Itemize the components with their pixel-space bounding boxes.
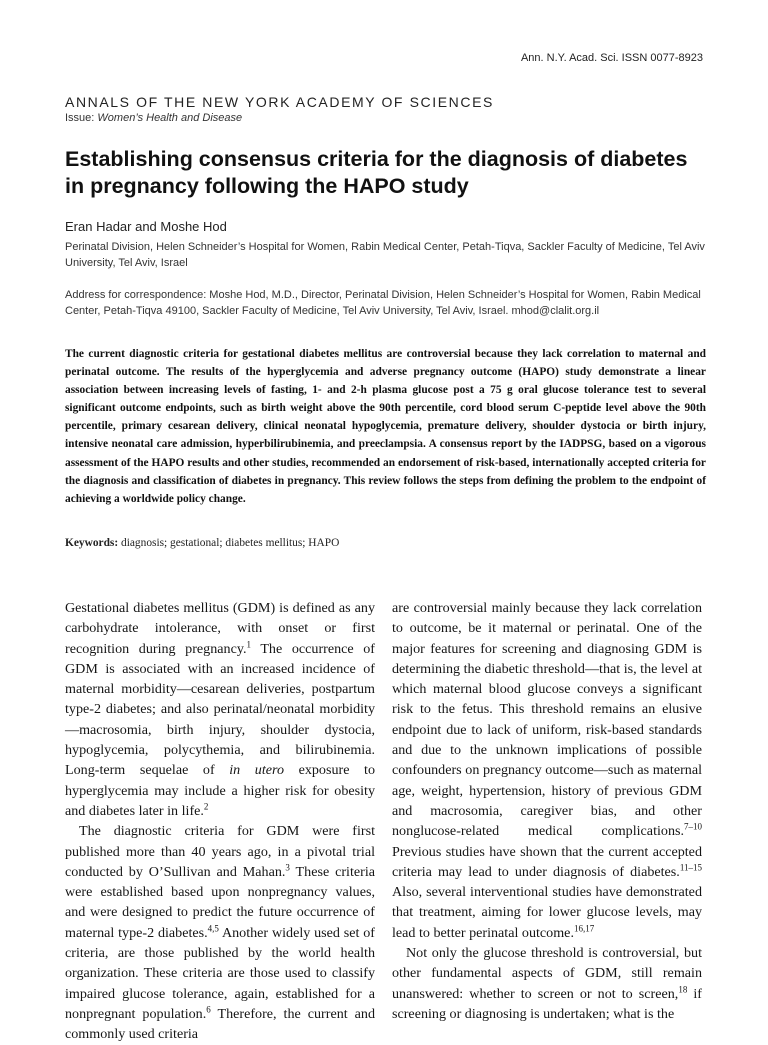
keywords (65, 537, 705, 549)
body-paragraph (65, 821, 375, 1044)
body-column-right (392, 598, 702, 1024)
citation: 6 (206, 1004, 211, 1015)
body-text: Another widely used set of criteria, are those published by the world health organization. These criteria are those used to classify impaired glucose tolerance, again, established for a nonpregnant population. (65, 924, 375, 1022)
citation: 7–10 (684, 821, 702, 832)
citation: 18 (678, 983, 688, 994)
italic-term: in utero (229, 762, 285, 779)
body-text: are controversial mainly because they lack correlation to outcome, be it maternal or perinatal. One of the major features for screening and diagnosing GDM is determining the diabetic threshold—that is, the level at which maternal blood glucose conveys a significant risk to the fetus. This threshold remains an elusive endpoint due to lack of uniform, risk-based standards and due to the unknown implications of possible confounders on pregnancy outcome—such as maternal age, weight, hypertension, history of previous GDM and macrosomia, caregiver bias, and other nonglucose-related medical complications. (392, 600, 702, 840)
keywords-label: Keywords: (65, 537, 119, 549)
body-text: Also, several interventional studies have demonstrated that treatment, aiming for lower glucose levels, may lead to better perinatal outcome. (392, 884, 702, 941)
journal-name: ANNALS OF THE NEW YORK ACADEMY OF SCIENCES (65, 94, 494, 110)
body-text: Therefore, the current and commonly used criteria (65, 1005, 375, 1043)
citation: 16,17 (573, 923, 595, 934)
author-affiliation: Perinatal Division, Helen Schneider’s Hospital for Women, Rabin Medical Center, Petah-Tiqva, Sackler Faculty of Medicine, Tel Aviv University, Tel Aviv, Israel (65, 241, 705, 269)
body-text: exposure to hyperglycemia may include a higher risk for obesity and diabetes later in life. (65, 762, 375, 819)
article-authors: Eran Hadar and Moshe Hod (65, 219, 227, 234)
body-text: The diagnostic criteria for GDM were first published more than 40 years ago, in a pivotal trial conducted by O’Sullivan and Mahan. (65, 823, 375, 880)
body-paragraph (392, 943, 702, 1024)
body-column-left (65, 598, 375, 1045)
citation: 2 (203, 801, 209, 812)
body-paragraph (392, 598, 702, 943)
body-text: Not only the glucose threshold is controversial, but other fundamental aspects of GDM, still remain unanswered: whether to screen or not to screen, (392, 945, 702, 1002)
citation: 1 (246, 638, 251, 649)
journal-reference: Ann. N.Y. Acad. Sci. ISSN 0077-8923 (520, 52, 703, 64)
body-text: The occurrence of GDM is associated with an increased incidence of maternal morbidity—cesarean deliveries, postpartum type-2 diabetes; and also perinatal/neonatal morbidity—macrosomia, birth injury, shoulder dystocia, hypoglycemia, polycythemia, and bilirubinemia. Long-term sequelae of (65, 640, 375, 779)
body-text: Gestational diabetes mellitus (GDM) is defined as any carbohydrate intolerance, with onset or first recognition during pregnancy. (65, 600, 375, 657)
issue-name: Women’s Health and Disease (97, 112, 243, 124)
abstract: The current diagnostic criteria for gestational diabetes mellitus are controversial because they lack correlation to maternal and perinatal outcome. The results of the hyperglycemia and adverse pregnancy outcome (HAPO) study demonstrate a linear association between increasing levels of fasting, 1- and 2-h plasma glucose post a 75 g oral glucose tolerance test to several significant outcome endpoints, such as birth weight above the 90th percentile, cord blood serum C-peptide level above the 90th percentile, primary cesarean delivery, clinical neonatal hypoglycemia, premature delivery, shoulder dystocia or birth injury, intensive neonatal care admission, hyperbilirubinemia, and preeclampsia. A consensus report by the IADPSG, based on a vigorous assessment of the HAPO results and other studies, recommended an endorsement of risk-based, internationally accepted criteria for the diagnosis and classification of diabetes in pregnancy. This review follows the steps from defining the problem to the endpoint of achieving a worldwide policy change. (65, 348, 706, 505)
citation: 11–15 (679, 862, 702, 873)
body-text: These criteria were established based upon nonpregnancy values, and were designed to predict the future occurrence of maternal type-2 diabetes. (65, 863, 375, 941)
article-title: Establishing consensus criteria for the diagnosis of diabetes in pregnancy following the HAPO study (65, 147, 688, 198)
citation: 4,5 (207, 923, 219, 934)
correspondence-address: Address for correspondence: Moshe Hod, M.D., Director, Perinatal Division, Helen Schneider’s Hospital for Women, Rabin Medical Center, Petah-Tiqva 49100, Sackler Faculty of Medicine, Tel Aviv University, Tel Aviv, Israel. mhod@clalit.org.il (65, 289, 701, 317)
body-text: if screening or diagnosing is undertaken; what is the (392, 985, 702, 1022)
body-text: Previous studies have shown that the current accepted criteria may lead to under diagnosis of diabetes. (392, 843, 702, 880)
keywords-list: diagnosis; gestational; diabetes mellitus; HAPO (121, 537, 340, 549)
issue-line (65, 112, 242, 124)
issue-label: Issue: (65, 112, 95, 124)
body-paragraph (65, 598, 375, 821)
citation: 3 (285, 862, 290, 873)
